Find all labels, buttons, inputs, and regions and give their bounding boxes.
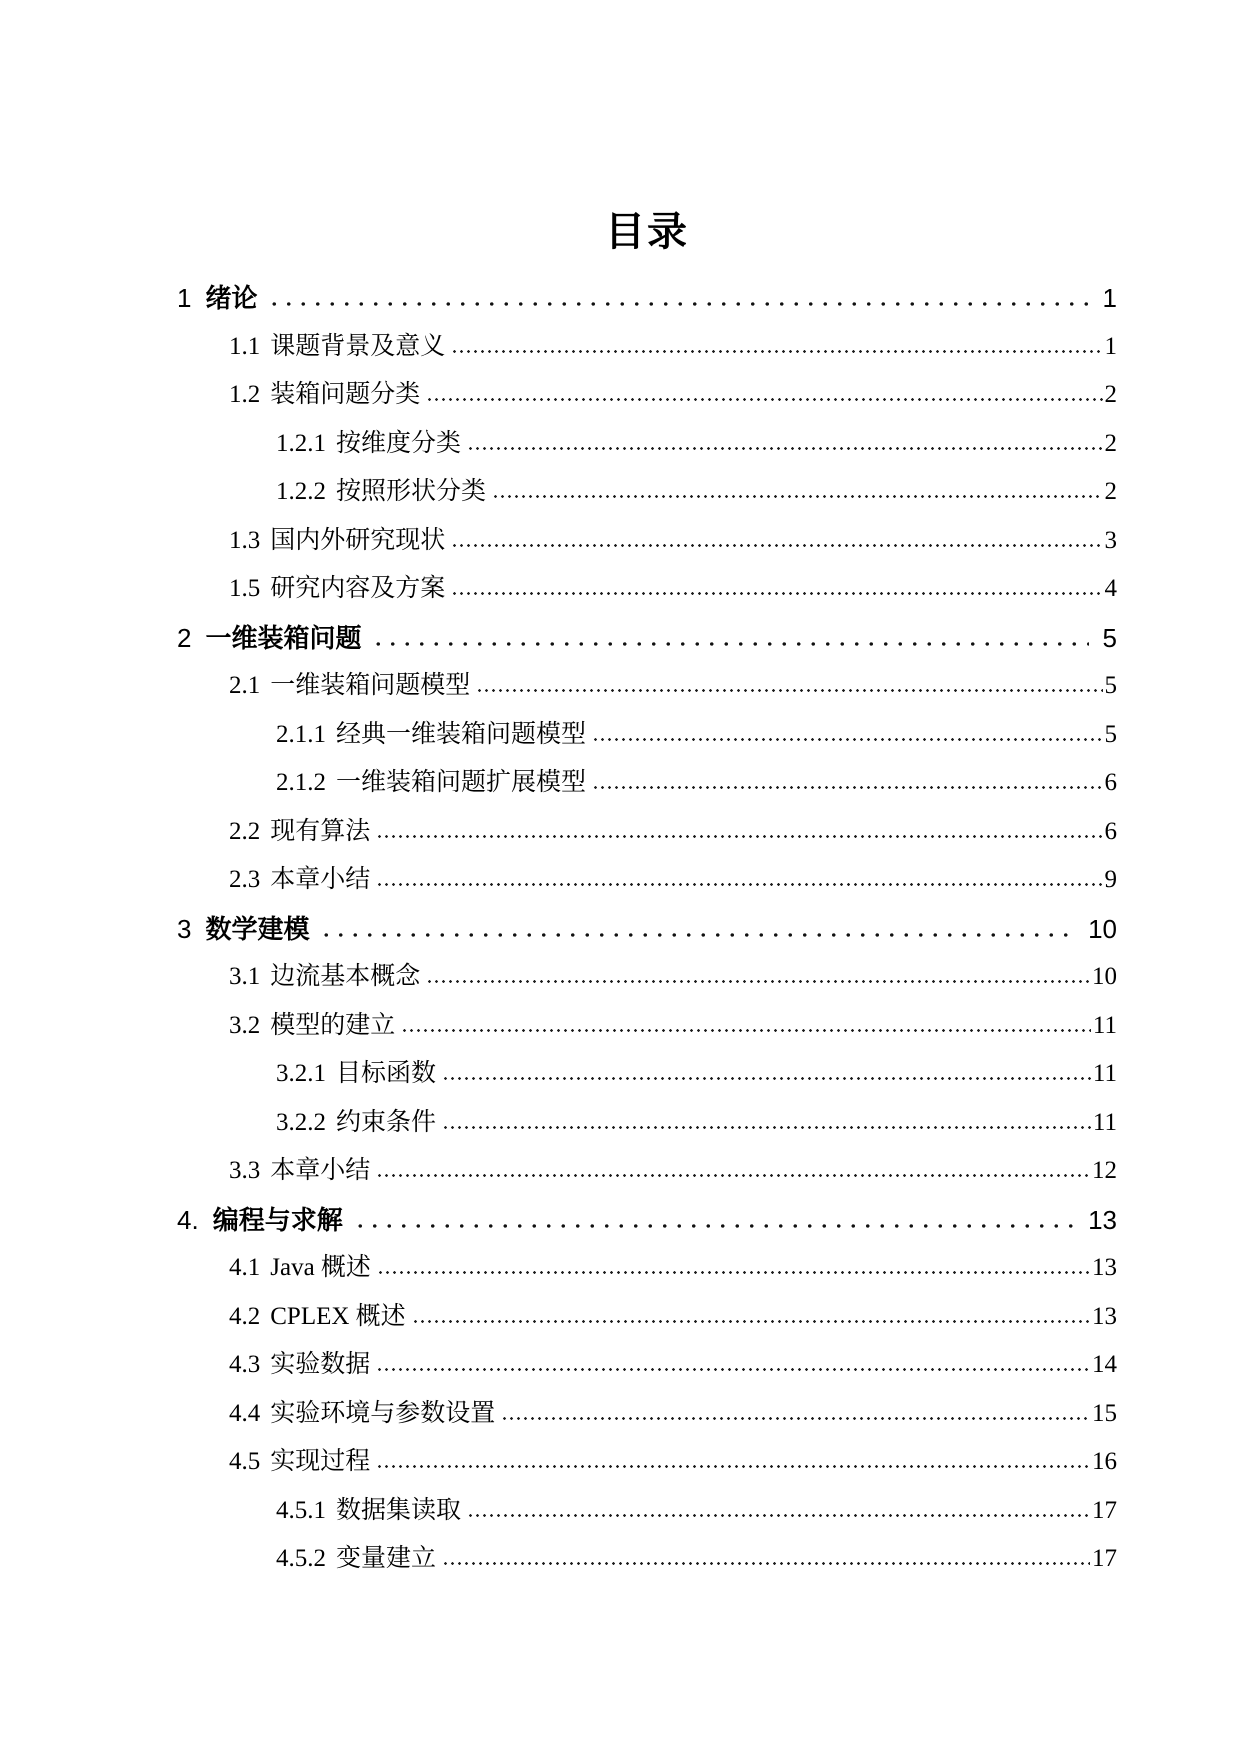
toc-entry-number: 1.5 — [229, 575, 261, 602]
toc-entry-number: 1.1 — [229, 332, 261, 360]
dot-leader — [376, 1173, 1090, 1178]
dot-leader — [376, 834, 1102, 839]
toc-entry[interactable] — [177, 1449, 1117, 1475]
toc-entry[interactable] — [177, 1352, 1117, 1378]
toc-entry-number: 2.1 — [229, 672, 261, 699]
toc-entry-title: 现有算法 — [270, 817, 371, 845]
toc-page-number: 5 — [1102, 622, 1117, 653]
table-of-contents — [177, 285, 1117, 1572]
toc-page-number: 10 — [1088, 913, 1117, 944]
toc-entry-title: 数学建模 — [205, 913, 310, 944]
toc-entry[interactable] — [177, 770, 1117, 796]
dot-leader — [442, 1561, 1090, 1566]
dot-leader — [467, 1513, 1090, 1518]
toc-page-number: 2 — [1104, 381, 1117, 408]
toc-entry-title: 数据集读取 — [336, 1496, 462, 1524]
toc-entry-title: 变量建立 — [336, 1545, 437, 1572]
toc-entry-number: 3.2.1 — [276, 1060, 326, 1087]
toc-entry[interactable] — [177, 1304, 1117, 1330]
toc-entry-number: 3.1 — [229, 963, 261, 990]
toc-entry[interactable] — [177, 867, 1117, 893]
toc-page-number: 11 — [1092, 1060, 1117, 1087]
toc-entry-title: 本章小结 — [270, 866, 371, 893]
toc-entry-number: 3 — [177, 913, 192, 944]
toc-entry-title: 本章小结 — [270, 1157, 371, 1184]
toc-entry[interactable] — [177, 576, 1117, 602]
toc-entry[interactable] — [177, 913, 1117, 944]
toc-entry-number: 1.2 — [229, 381, 261, 408]
toc-page-number: 1 — [1104, 332, 1117, 360]
toc-entry-number: 4.4 — [229, 1399, 261, 1427]
toc-entry-title: 国内外研究现状 — [270, 526, 446, 554]
toc-entry-title: 一维装箱问题模型 — [270, 672, 471, 699]
toc-entry[interactable] — [177, 1013, 1117, 1039]
dot-leader — [376, 882, 1102, 887]
toc-entry-title: 约束条件 — [336, 1108, 437, 1136]
toc-entry[interactable] — [177, 673, 1117, 699]
toc-page-number: 13 — [1092, 1254, 1117, 1281]
toc-entry[interactable] — [177, 382, 1117, 408]
toc-entry-title: CPLEX 概述 — [270, 1302, 406, 1330]
toc-entry-number: 2.3 — [229, 866, 261, 893]
toc-entry[interactable] — [177, 1204, 1117, 1235]
toc-entry-number: 4.5.1 — [276, 1496, 326, 1524]
dot-leader — [401, 1028, 1091, 1033]
toc-page-number: 1 — [1102, 283, 1117, 313]
toc-entry-title: 实验数据 — [270, 1351, 371, 1378]
dot-leader — [426, 397, 1102, 402]
toc-entry-title: 一维装箱问题 — [205, 622, 362, 653]
toc-entry-title: 经典一维装箱问题模型 — [336, 720, 587, 748]
toc-entry[interactable] — [177, 285, 1117, 311]
toc-entry-number: 1.3 — [229, 526, 261, 554]
dot-leader — [592, 785, 1102, 790]
toc-page-number: 10 — [1092, 963, 1117, 990]
toc-entry[interactable] — [177, 722, 1117, 748]
dot-leader — [476, 688, 1102, 693]
toc-entry-title: 课题背景及意义 — [270, 332, 446, 360]
toc-entry[interactable] — [177, 1110, 1117, 1136]
toc-page-number: 13 — [1088, 1204, 1117, 1235]
toc-page-number: 9 — [1104, 866, 1117, 893]
toc-entry-title: Java 概述 — [270, 1254, 371, 1281]
toc-entry-title: 模型的建立 — [270, 1011, 396, 1039]
toc-entry-number: 1.2.1 — [276, 429, 326, 457]
dot-leader — [267, 301, 1088, 307]
toc-page-number: 2 — [1104, 478, 1117, 505]
toc-page-number: 11 — [1092, 1108, 1117, 1136]
toc-page-number: 3 — [1104, 526, 1117, 554]
toc-entry[interactable] — [177, 622, 1117, 653]
toc-page-number: 6 — [1104, 769, 1117, 796]
toc-entry-number: 2.1.1 — [276, 720, 326, 748]
toc-page-number: 11 — [1092, 1011, 1117, 1039]
toc-entry-title: 边流基本概念 — [270, 963, 421, 990]
toc-entry[interactable] — [177, 334, 1117, 360]
toc-entry-number: 4. — [177, 1204, 199, 1235]
toc-entry-title: 装箱问题分类 — [270, 381, 421, 408]
toc-entry[interactable] — [177, 528, 1117, 554]
dot-leader — [467, 446, 1102, 451]
toc-entry-title: 研究内容及方案 — [270, 575, 446, 602]
dot-leader — [492, 494, 1102, 499]
toc-entry[interactable] — [177, 1255, 1117, 1281]
toc-page-number: 5 — [1104, 720, 1117, 748]
toc-entry[interactable] — [177, 431, 1117, 457]
toc-entry-number: 4.5.2 — [276, 1545, 326, 1572]
toc-page-number: 4 — [1104, 575, 1117, 602]
dot-leader — [451, 349, 1102, 354]
toc-entry[interactable] — [177, 964, 1117, 990]
toc-page-number: 14 — [1092, 1351, 1117, 1378]
toc-entry-title: 按维度分类 — [336, 429, 462, 457]
toc-page-number: 12 — [1092, 1157, 1117, 1184]
dot-leader — [501, 1416, 1090, 1421]
toc-title: 目录 — [605, 210, 689, 254]
dot-leader — [412, 1319, 1090, 1324]
toc-entry-title: 编程与求解 — [212, 1204, 343, 1235]
dot-leader — [353, 1223, 1074, 1229]
toc-entry-number: 2 — [177, 622, 192, 653]
dot-leader — [426, 979, 1090, 984]
toc-entry-number: 1.2.2 — [276, 478, 326, 505]
dot-leader — [451, 591, 1102, 596]
dot-leader — [442, 1076, 1091, 1081]
toc-entry-number: 1 — [177, 283, 192, 313]
toc-entry[interactable] — [177, 1158, 1117, 1184]
toc-entry-number: 4.5 — [229, 1448, 261, 1475]
toc-entry[interactable] — [177, 1546, 1117, 1572]
toc-entry-title: 按照形状分类 — [336, 478, 487, 505]
toc-entry-number: 3.2.2 — [276, 1108, 326, 1136]
dot-leader — [377, 1270, 1090, 1275]
toc-entry-title: 实现过程 — [270, 1448, 371, 1475]
toc-page-number: 15 — [1092, 1399, 1117, 1427]
toc-page-number: 2 — [1104, 429, 1117, 457]
toc-entry[interactable] — [177, 1401, 1117, 1427]
dot-leader — [376, 1464, 1090, 1469]
toc-entry-number: 2.2 — [229, 817, 261, 845]
dot-leader — [319, 932, 1074, 938]
toc-entry-title: 一维装箱问题扩展模型 — [336, 769, 587, 796]
toc-entry-number: 3.3 — [229, 1157, 261, 1184]
toc-entry[interactable] — [177, 819, 1117, 845]
toc-entry-number: 4.1 — [229, 1254, 261, 1281]
toc-entry-title: 绪论 — [205, 283, 258, 313]
dot-leader — [371, 641, 1088, 647]
toc-entry-title: 目标函数 — [336, 1060, 437, 1087]
toc-page-number: 17 — [1092, 1545, 1117, 1572]
toc-entry-title: 实验环境与参数设置 — [270, 1399, 496, 1427]
toc-entry-number: 4.2 — [229, 1302, 261, 1330]
toc-entry-number: 2.1.2 — [276, 769, 326, 796]
dot-leader — [376, 1367, 1090, 1372]
toc-entry[interactable] — [177, 1498, 1117, 1524]
dot-leader — [451, 543, 1102, 548]
toc-entry-number: 3.2 — [229, 1011, 261, 1039]
toc-page-number: 5 — [1104, 672, 1117, 699]
dot-leader — [592, 737, 1102, 742]
toc-page-number: 16 — [1092, 1448, 1117, 1475]
toc-entry-number: 4.3 — [229, 1351, 261, 1378]
toc-entry[interactable] — [177, 479, 1117, 505]
toc-page-number: 6 — [1104, 817, 1117, 845]
toc-page-number: 13 — [1092, 1302, 1117, 1330]
dot-leader — [442, 1125, 1091, 1130]
toc-entry[interactable] — [177, 1061, 1117, 1087]
toc-page-number: 17 — [1092, 1496, 1117, 1524]
